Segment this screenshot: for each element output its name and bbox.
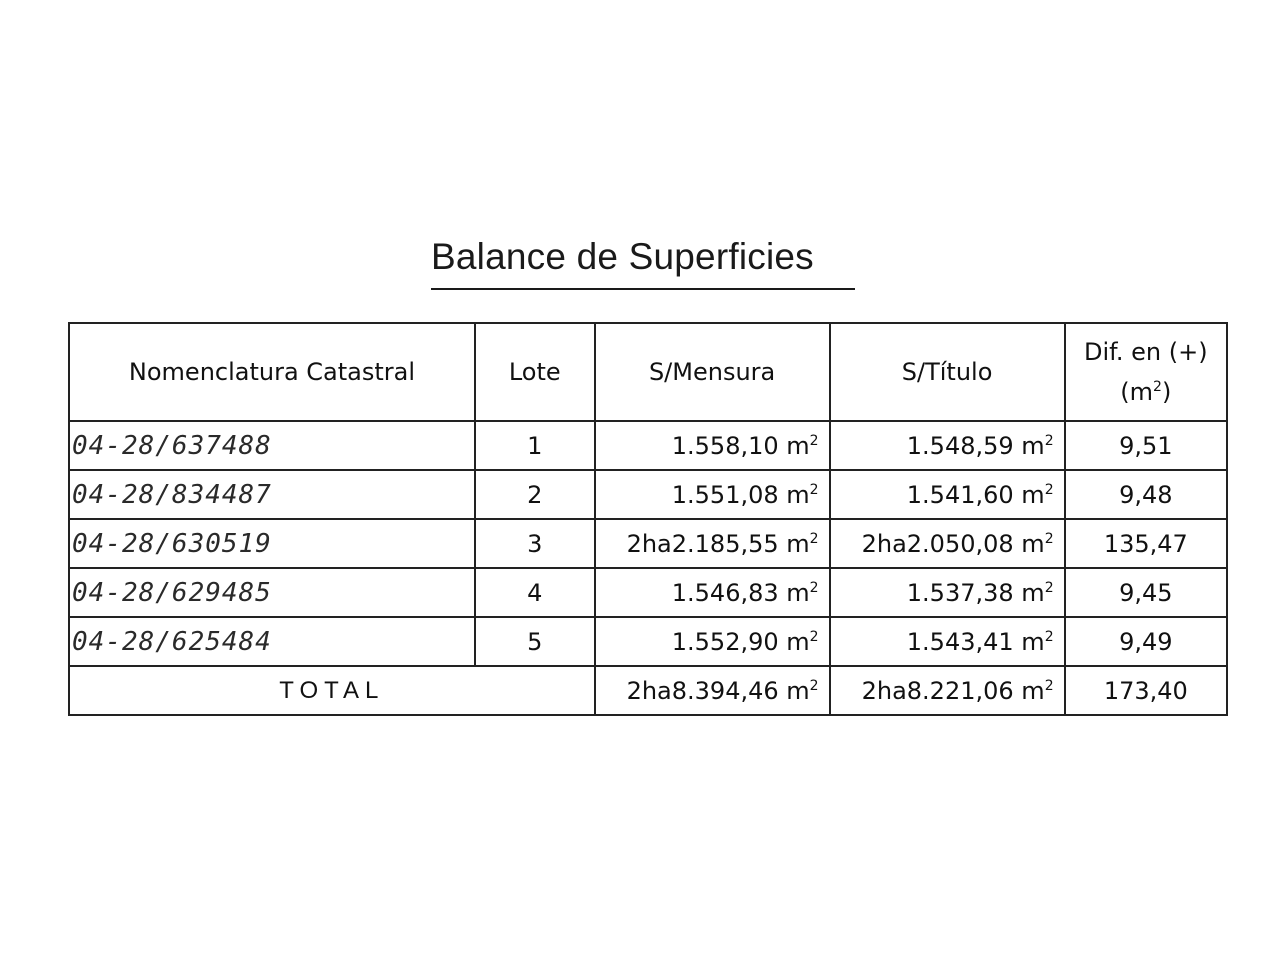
unit-sup: 2 bbox=[1044, 481, 1054, 498]
cell-dif: 9,49 bbox=[1065, 617, 1227, 666]
cell-titulo bbox=[830, 421, 1065, 470]
unit-sup: 2 bbox=[1044, 579, 1054, 596]
unit-label: m bbox=[786, 431, 810, 460]
total-mensura bbox=[595, 666, 830, 715]
unit-sup: 2 bbox=[1044, 530, 1054, 547]
cell-nomenclatura: 04-28/630519 bbox=[69, 519, 475, 568]
table-row bbox=[69, 519, 1227, 568]
unit-label: m bbox=[1021, 578, 1045, 607]
cell-value: 2ha2.185,55 bbox=[626, 529, 779, 558]
header-dif-unit-open: (m bbox=[1120, 378, 1154, 406]
page-title: Balance de Superficies bbox=[431, 236, 814, 277]
unit-sup: 2 bbox=[809, 677, 819, 694]
table-header-row bbox=[69, 323, 1227, 421]
cell-nomenclatura: 04-28/629485 bbox=[69, 568, 475, 617]
header-mensura: S/Mensura bbox=[595, 323, 830, 421]
cell-lote: 2 bbox=[475, 470, 595, 519]
cell-mensura bbox=[595, 617, 830, 666]
cell-dif: 135,47 bbox=[1065, 519, 1227, 568]
total-label: TOTAL bbox=[69, 666, 595, 715]
unit-sup: 2 bbox=[809, 432, 819, 449]
table-row bbox=[69, 568, 1227, 617]
unit-sup: 2 bbox=[1044, 677, 1054, 694]
unit-label: m bbox=[786, 578, 810, 607]
total-row bbox=[69, 666, 1227, 715]
cell-value: 1.537,38 bbox=[906, 578, 1014, 607]
unit-label: m bbox=[786, 627, 810, 656]
unit-sup: 2 bbox=[809, 481, 819, 498]
cell-value: 2ha2.050,08 bbox=[861, 529, 1014, 558]
header-dif-unit-sup: 2 bbox=[1153, 379, 1162, 395]
title-underline bbox=[431, 288, 855, 290]
unit-sup: 2 bbox=[809, 628, 819, 645]
cell-nomenclatura: 04-28/637488 bbox=[69, 421, 475, 470]
cell-value: 1.543,41 bbox=[906, 627, 1014, 656]
unit-sup: 2 bbox=[1044, 432, 1054, 449]
cell-titulo bbox=[830, 470, 1065, 519]
unit-sup: 2 bbox=[809, 530, 819, 547]
header-dif bbox=[1065, 323, 1227, 421]
cell-value: 1.546,83 bbox=[671, 578, 779, 607]
header-dif-label: Dif. en (+) bbox=[1084, 338, 1208, 366]
cell-lote: 4 bbox=[475, 568, 595, 617]
cell-lote: 3 bbox=[475, 519, 595, 568]
header-lote: Lote bbox=[475, 323, 595, 421]
cell-lote: 1 bbox=[475, 421, 595, 470]
cell-nomenclatura: 04-28/834487 bbox=[69, 470, 475, 519]
cell-dif: 9,48 bbox=[1065, 470, 1227, 519]
cell-value: 1.548,59 bbox=[906, 431, 1014, 460]
unit-sup: 2 bbox=[1044, 628, 1054, 645]
table-row bbox=[69, 421, 1227, 470]
unit-label: m bbox=[1021, 676, 1045, 705]
cell-mensura bbox=[595, 519, 830, 568]
unit-label: m bbox=[1021, 627, 1045, 656]
unit-label: m bbox=[1021, 529, 1045, 558]
cell-titulo bbox=[830, 617, 1065, 666]
total-titulo bbox=[830, 666, 1065, 715]
unit-label: m bbox=[1021, 431, 1045, 460]
cell-mensura bbox=[595, 568, 830, 617]
cell-mensura bbox=[595, 470, 830, 519]
cell-dif: 9,51 bbox=[1065, 421, 1227, 470]
table-row bbox=[69, 470, 1227, 519]
header-dif-unit bbox=[1074, 372, 1218, 412]
unit-label: m bbox=[786, 676, 810, 705]
cell-lote: 5 bbox=[475, 617, 595, 666]
cell-mensura bbox=[595, 421, 830, 470]
header-nomenclatura: Nomenclatura Catastral bbox=[69, 323, 475, 421]
unit-label: m bbox=[786, 480, 810, 509]
header-titulo: S/Título bbox=[830, 323, 1065, 421]
cell-nomenclatura: 04-28/625484 bbox=[69, 617, 475, 666]
cell-titulo bbox=[830, 568, 1065, 617]
unit-label: m bbox=[1021, 480, 1045, 509]
unit-sup: 2 bbox=[809, 579, 819, 596]
balance-table bbox=[68, 322, 1228, 716]
table-row bbox=[69, 617, 1227, 666]
header-dif-unit-close: ) bbox=[1161, 378, 1172, 406]
cell-value: 2ha8.221,06 bbox=[861, 676, 1014, 705]
cell-titulo bbox=[830, 519, 1065, 568]
total-dif: 173,40 bbox=[1065, 666, 1227, 715]
cell-dif: 9,45 bbox=[1065, 568, 1227, 617]
cell-value: 2ha8.394,46 bbox=[626, 676, 779, 705]
cell-value: 1.551,08 bbox=[671, 480, 779, 509]
cell-value: 1.558,10 bbox=[671, 431, 779, 460]
cell-value: 1.552,90 bbox=[671, 627, 779, 656]
unit-label: m bbox=[786, 529, 810, 558]
cell-value: 1.541,60 bbox=[906, 480, 1014, 509]
